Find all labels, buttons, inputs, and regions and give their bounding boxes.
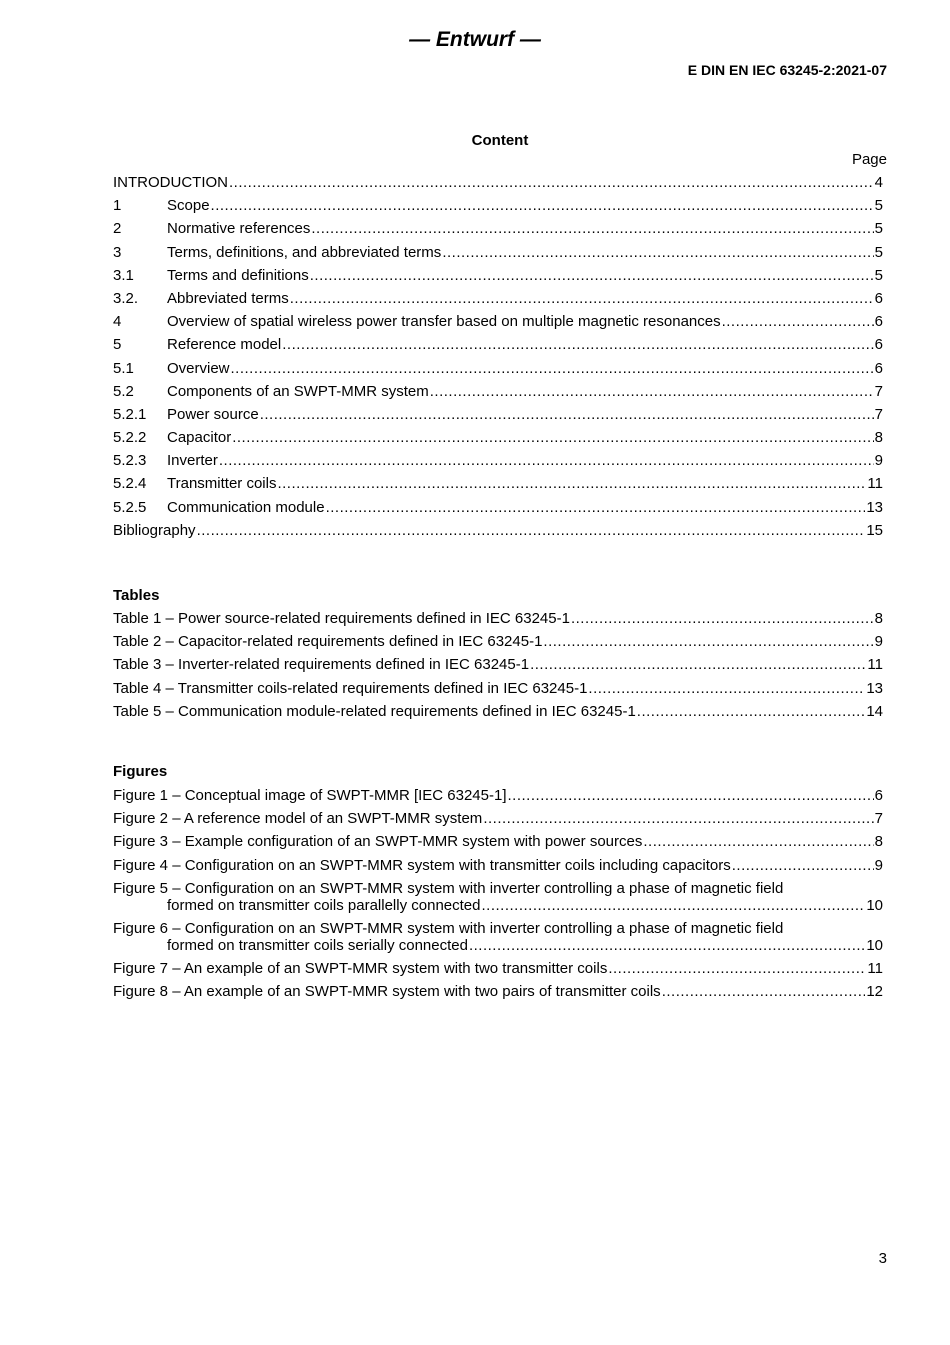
figure-entry-text: Figure 3 – Example configuration of an SWPT-MMR system with power sources <box>113 833 643 851</box>
page-number: 3 <box>878 1250 887 1267</box>
toc-entry-text: Overview <box>167 359 230 377</box>
figures-heading: Figures <box>113 763 168 780</box>
dot-leader <box>732 857 874 874</box>
toc-entry-text: Inverter <box>167 452 218 470</box>
figure-entry-page: 12 <box>866 983 883 1001</box>
figure-entry-text: Figure 7 – An example of an SWPT-MMR system with two transmitter coils <box>113 960 608 978</box>
figure-entry-text: Figure 2 – A reference model of an SWPT-MMR system <box>113 810 483 828</box>
figure-entry-text: Figure 6 – Configuration on an SWPT-MMR system with inverter controlling a phase of magnetic field <box>113 919 784 937</box>
tables-list <box>113 610 883 720</box>
figure-entry-text-continued: formed on transmitter coils parallelly connected <box>167 896 481 914</box>
document-id: E DIN EN IEC 63245-2:2021-07 <box>687 62 887 78</box>
toc-entry-page: 4 <box>874 174 883 191</box>
toc-entry-number: 1 <box>113 197 122 215</box>
table-entry-text: Table 3 – Inverter-related requirements defined in IEC 63245-1 <box>113 656 530 674</box>
figure-entry-text: Figure 5 – Configuration on an SWPT-MMR system with inverter controlling a phase of magnetic field <box>113 879 784 897</box>
toc-entry-number: 5.2.5 <box>113 498 147 516</box>
toc-entry-page: 9 <box>874 452 883 470</box>
figure-entry-text-continued: formed on transmitter coils serially connected <box>167 936 468 954</box>
toc-entry-number: 5.2.2 <box>113 429 147 447</box>
toc-entry[interactable] <box>113 336 883 353</box>
figures-list <box>113 787 883 1000</box>
toc-entry-page: 6 <box>874 336 883 354</box>
table-entry-page: 9 <box>874 633 883 651</box>
figure-entry[interactable] <box>113 857 883 874</box>
dot-leader <box>326 499 866 516</box>
figure-entry-page: 11 <box>867 960 883 978</box>
toc-entry[interactable] <box>113 267 883 284</box>
table-entry[interactable] <box>113 610 883 627</box>
figure-entry[interactable] <box>113 833 883 850</box>
figure-entry-page: 7 <box>874 810 883 828</box>
tables-heading: Tables <box>113 587 160 604</box>
figure-entry[interactable] <box>113 960 883 977</box>
draft-watermark: — Entwurf — <box>409 28 541 51</box>
toc-entry-text: INTRODUCTION <box>113 174 228 191</box>
toc-entry-page: 5 <box>874 197 883 215</box>
table-entry-page: 8 <box>874 610 883 627</box>
table-entry-text: Table 2 – Capacitor-related requirements defined in IEC 63245-1 <box>113 633 543 651</box>
toc-entry-text: Abbreviated terms <box>167 289 289 307</box>
toc-entry-page: 5 <box>874 243 883 261</box>
page-column-label: Page <box>851 151 887 168</box>
toc-entry-text: Components of an SWPT-MMR system <box>167 382 429 400</box>
dot-leader <box>481 897 865 914</box>
figure-entry[interactable] <box>113 983 883 1000</box>
toc-entry-page: 11 <box>867 475 883 493</box>
dot-leader <box>282 336 873 353</box>
toc-entry[interactable] <box>113 313 883 330</box>
dot-leader <box>197 522 866 539</box>
dot-leader <box>608 960 866 977</box>
table-entry-page: 14 <box>866 702 883 720</box>
toc-entry-number: 5.2.1 <box>113 405 147 423</box>
table-entry[interactable] <box>113 680 883 697</box>
toc-entry[interactable] <box>113 452 883 469</box>
toc-entry[interactable] <box>113 360 883 377</box>
toc-entry-page: 15 <box>866 521 883 539</box>
dot-leader <box>260 406 874 423</box>
figure-entry[interactable] <box>113 880 883 914</box>
toc-entry-number: 3 <box>113 243 122 261</box>
dot-leader <box>310 267 874 284</box>
dot-leader <box>588 680 865 697</box>
table-entry-text: Table 5 – Communication module-related requirements defined in IEC 63245-1 <box>113 702 636 720</box>
table-entry[interactable] <box>113 633 883 650</box>
dot-leader <box>229 174 874 191</box>
figure-entry-page: 6 <box>874 787 883 804</box>
toc-entry-page: 13 <box>866 498 883 516</box>
toc-entry-page: 5 <box>874 266 883 284</box>
dot-leader <box>530 656 866 673</box>
dot-leader <box>211 197 874 214</box>
dot-leader <box>722 313 874 330</box>
toc-entry-page: 6 <box>874 359 883 377</box>
dot-leader <box>483 810 873 827</box>
dot-leader <box>311 220 873 237</box>
figure-entry[interactable] <box>113 787 883 804</box>
dot-leader <box>219 452 874 469</box>
figure-entry-text: Figure 1 – Conceptual image of SWPT-MMR [IEC 63245-1] <box>113 787 507 804</box>
dot-leader <box>662 983 866 1000</box>
table-entry-page: 11 <box>867 656 883 674</box>
figure-entry-page: 8 <box>874 833 883 851</box>
toc-entry-text: Power source <box>167 405 259 423</box>
dot-leader <box>543 633 873 650</box>
dot-leader <box>643 833 873 850</box>
toc-entry[interactable] <box>113 383 883 400</box>
figure-entry-text: Figure 8 – An example of an SWPT-MMR system with two pairs of transmitter coils <box>113 983 661 1001</box>
toc-entry-text: Transmitter coils <box>167 475 277 493</box>
dot-leader <box>508 787 874 804</box>
toc-entry[interactable] <box>113 429 883 446</box>
table-entry-page: 13 <box>866 679 883 697</box>
toc-entry-text: Capacitor <box>167 429 232 447</box>
table-entry[interactable] <box>113 656 883 673</box>
toc-entry-text: Bibliography <box>113 521 196 539</box>
toc-entry-text: Scope <box>167 197 210 215</box>
toc-entry-text: Normative references <box>167 220 311 238</box>
toc-entry-number: 2 <box>113 220 122 238</box>
toc-entry[interactable] <box>113 406 883 423</box>
toc-entry-page: 7 <box>874 405 883 423</box>
toc-entry[interactable] <box>113 522 883 539</box>
dot-leader <box>469 937 865 954</box>
dot-leader <box>637 703 866 720</box>
dot-leader <box>571 610 874 627</box>
figure-entry-page: 9 <box>874 856 883 874</box>
figure-entry-text: Figure 4 – Configuration on an SWPT-MMR system with transmitter coils including capacitors <box>113 856 731 874</box>
table-entry[interactable] <box>113 703 883 720</box>
toc-title: Content <box>471 132 529 149</box>
toc-content-list <box>113 174 883 539</box>
dot-leader <box>277 475 866 492</box>
toc-entry[interactable] <box>113 220 883 237</box>
toc-entry-number: 5 <box>113 336 122 354</box>
figure-entry[interactable] <box>113 920 883 954</box>
toc-entry[interactable] <box>113 197 883 214</box>
toc-entry-number: 3.1 <box>113 266 134 284</box>
toc-entry-page: 8 <box>874 429 883 447</box>
toc-entry-number: 5.2 <box>113 382 134 400</box>
toc-entry-text: Overview of spatial wireless power transfer based on multiple magnetic resonances <box>167 313 721 331</box>
toc-entry-page: 7 <box>874 382 883 400</box>
toc-entry-text: Terms, definitions, and abbreviated terms <box>167 243 442 261</box>
dot-leader <box>430 383 874 400</box>
toc-entry-text: Terms and definitions <box>167 266 309 284</box>
figure-entry[interactable] <box>113 810 883 827</box>
toc-entry[interactable] <box>113 499 883 516</box>
toc-entry-page: 6 <box>874 289 883 307</box>
dot-leader <box>290 290 874 307</box>
table-entry-text: Table 4 – Transmitter coils-related requirements defined in IEC 63245-1 <box>113 679 588 697</box>
dot-leader <box>232 429 873 446</box>
toc-entry-number: 5.1 <box>113 359 134 377</box>
toc-entry[interactable] <box>113 174 883 191</box>
figure-entry-page: 10 <box>866 896 883 914</box>
toc-entry[interactable] <box>113 475 883 492</box>
toc-entry-page: 6 <box>874 313 883 331</box>
table-entry-text: Table 1 – Power source-related requirements defined in IEC 63245-1 <box>113 610 570 627</box>
toc-entry-page: 5 <box>874 220 883 238</box>
toc-entry-number: 5.2.4 <box>113 475 147 493</box>
figure-entry-page: 10 <box>866 936 883 954</box>
toc-entry-number: 5.2.3 <box>113 452 147 470</box>
toc-entry[interactable] <box>113 244 883 261</box>
toc-entry-text: Reference model <box>167 336 282 354</box>
dot-leader <box>442 244 873 261</box>
dot-leader <box>231 360 874 377</box>
toc-entry[interactable] <box>113 290 883 307</box>
toc-entry-text: Communication module <box>167 498 325 516</box>
toc-entry-number: 3.2. <box>113 289 139 307</box>
toc-entry-number: 4 <box>113 313 122 331</box>
